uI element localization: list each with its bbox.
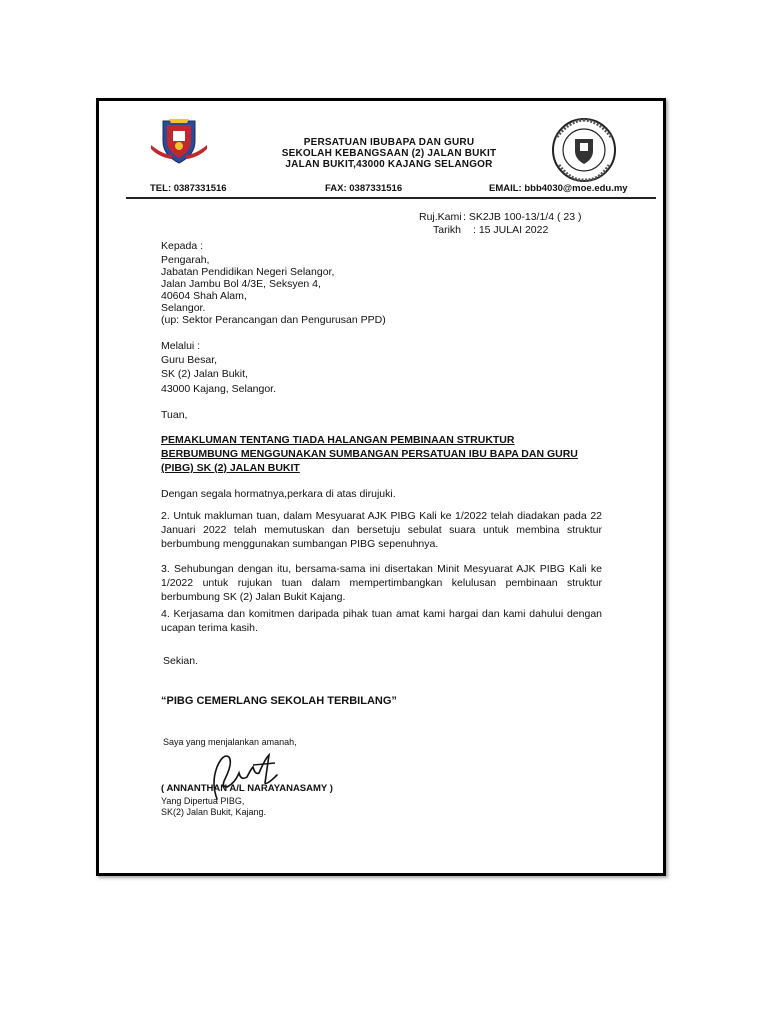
ref-value: : SK2JB 100-13/1/4 ( 23 ) [463, 211, 582, 223]
subject-line-3: (PIBG) SK (2) JALAN BUKIT [161, 462, 300, 474]
header-fax: FAX: 0387331516 [325, 183, 403, 194]
melalui-label: Melalui : [161, 340, 201, 352]
signatory-name: ( ANNANTHAN A/L NARAYANASAMY ) [161, 783, 333, 794]
subject-line-2: BERBUMBUNG MENGGUNAKAN SUMBANGAN PERSATUAN IBU BAPA DAN GURU [161, 448, 578, 460]
paragraph-3: 3. Sehubungan dengan itu, bersama-sama ini disertakan Minit Mesyuarat AJK PIBG Kali ke 1/2022 untuk rujukan tuan dalam mempertimbangkan kelulusan pembinaan struktur berbumbung SK (2) Jalan Bukit Kajang. [161, 563, 602, 603]
paragraph-2: 2. Untuk makluman tuan, dalam Mesyuarat AJK PIBG Kali ke 1/2022 telah diadakan pada 22 Januari 2022 telah memutuskan dan bersetuju sebulat suara untuk membina struktur berbumbung menggunakan sumbangan PIBG sepenuhnya. [161, 510, 602, 550]
recipient-line: Selangor. [161, 302, 206, 314]
letter-page [96, 98, 666, 876]
recipient-line: (up: Sektor Perancangan dan Pengurusan PPD) [161, 314, 386, 326]
header-line-3: JALAN BUKIT,43000 KAJANG SELANGOR [285, 159, 493, 170]
opening-sentence: Dengan segala hormatnya,perkara di atas dirujuki. [161, 488, 396, 500]
recipient-line: Pengarah, [161, 254, 210, 266]
signatory-org: SK(2) Jalan Bukit, Kajang. [161, 807, 267, 817]
signatory-position: Yang Dipertua PIBG, [161, 796, 245, 806]
handwritten-signature [195, 743, 285, 803]
header-line-1: PERSATUAN IBUBAPA DAN GURU [303, 137, 475, 148]
closing-sekian: Sekian. [163, 655, 199, 667]
signature-intro: Saya yang menjalankan amanah, [163, 737, 297, 747]
header-line-2: SEKOLAH KEBANGSAAN (2) JALAN BUKIT [281, 148, 497, 159]
recipient-line: Jabatan Pendidikan Negeri Selangor, [161, 266, 335, 278]
date-label: Tarikh [433, 224, 462, 236]
motto: “PIBG CEMERLANG SEKOLAH TERBILANG” [161, 695, 397, 707]
ref-label: Ruj.Kami [419, 211, 462, 223]
via-line: Guru Besar, [161, 354, 218, 366]
header-divider [126, 197, 656, 199]
via-line: SK (2) Jalan Bukit, [161, 368, 248, 380]
header-email: EMAIL: bbb4030@moe.edu.my [489, 183, 628, 194]
recipient-line: Jalan Jambu Bol 4/3E, Seksyen 4, [161, 278, 321, 290]
subject-line-1: PEMAKLUMAN TENTANG TIADA HALANGAN PEMBINAAN STRUKTUR [161, 434, 515, 446]
header-tel: TEL: 0387331516 [150, 183, 227, 194]
paragraph-4: 4. Kerjasama dan komitmen daripada pihak tuan amat kami hargai dan kami dahului dengan ucapan terima kasih. [161, 608, 602, 634]
school-crest-logo [149, 115, 209, 167]
date-value: : 15 JULAI 2022 [473, 224, 549, 236]
pibg-seal-logo [549, 115, 619, 185]
via-line: 43000 Kajang, Selangor. [161, 383, 277, 395]
kepada-label: Kepada : [161, 240, 204, 252]
salutation: Tuan, [161, 409, 188, 421]
recipient-line: 40604 Shah Alam, [161, 290, 247, 302]
